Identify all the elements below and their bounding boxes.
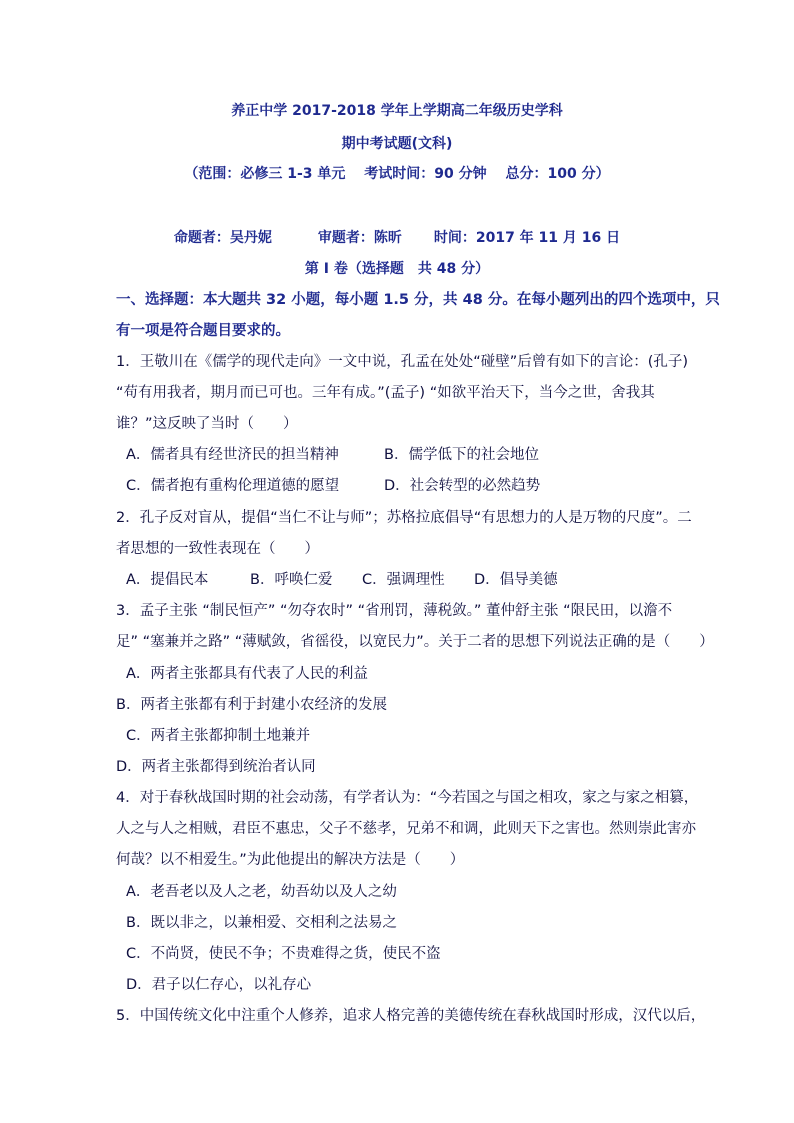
question-5-line1: 5．中国传统文化中注重个人修养，追求人格完善的美德传统在春秋战国时形成，汉代以后， — [116, 1008, 706, 1024]
question-4-option-c[interactable]: C．不尚贤，使民不争；不贵难得之货，使民不盗 — [126, 946, 441, 962]
question-3-option-c[interactable]: C．两者主张都抑制土地兼并 — [126, 728, 311, 744]
exam-meta — [0, 228, 794, 248]
question-1-option-a[interactable]: A．儒者具有经世济民的担当精神 — [126, 447, 339, 463]
question-4-option-a[interactable]: A．老吾老以及人之老，幼吾幼以及人之幼 — [126, 884, 397, 900]
setter-label: 命题者：吴丹妮 — [173, 230, 272, 246]
question-1-line1: 1．王敬川在《儒学的现代走向》一文中说，孔孟在处处“碰壁”后曾有如下的言论：(孔子) — [116, 354, 689, 370]
question-3-option-d[interactable]: D．两者主张都得到统治者认同 — [116, 759, 316, 775]
question-1-options-row2 — [126, 476, 540, 496]
question-4-line3: 何哉？以不相爱生。”为此他提出的解决方法是（ ） — [116, 852, 465, 868]
exam-title: 养正中学 2017-2018 学年上学期高二年级历史学科 — [231, 103, 563, 119]
question-2-option-c[interactable]: C．强调理性 — [362, 572, 445, 588]
section-heading-line1: 一、选择题：本大题共 32 小题，每小题 1.5 分，共 48 分。在每小题列出的四个选项中，只 — [116, 292, 720, 308]
question-2-line1: 2．孔子反对盲从，提倡“当仁不让与师”；苏格拉底倡导“有思想力的人是万物的尺度”。二 — [116, 510, 692, 526]
question-2-options-row — [126, 570, 558, 590]
volume-title: 第 I 卷（选择题 共 48 分） — [304, 261, 490, 277]
date-label: 时间：2017 年 11 月 16 日 — [433, 230, 621, 246]
section-heading-line2: 有一项是符合题目要求的。 — [116, 323, 290, 339]
question-1-option-d[interactable]: D．社会转型的必然趋势 — [384, 478, 541, 494]
reviewer-label: 审题者：陈昕 — [317, 230, 402, 246]
question-3-line1: 3．孟子主张 “制民恒产” “勿夺农时” “省刑罚，薄税敛。” 董仲舒主张 “限民田，以澹不 — [116, 603, 673, 619]
question-3-option-b[interactable]: B．两者主张都有利于封建小农经济的发展 — [116, 697, 387, 713]
question-4-option-b[interactable]: B．既以非之，以兼相爱、交相利之法易之 — [126, 915, 397, 931]
exam-subtitle: 期中考试题(文科) — [341, 136, 453, 152]
question-4-line1: 4．对于春秋战国时期的社会动荡，有学者认为：“今若国之与国之相攻，家之与家之相篡， — [116, 790, 699, 806]
question-1-options-row1 — [126, 445, 539, 465]
exam-scope: （范围：必修三 1-3 单元 考试时间：90 分钟 总分：100 分） — [184, 166, 610, 182]
question-4-option-d[interactable]: D．君子以仁存心，以礼存心 — [126, 977, 312, 993]
question-2-option-b[interactable]: B．呼唤仁爱 — [250, 572, 333, 588]
question-2-option-d[interactable]: D．倡导美德 — [474, 572, 558, 588]
question-2-option-a[interactable]: A．提倡民本 — [126, 572, 209, 588]
question-1-option-b[interactable]: B．儒学低下的社会地位 — [384, 447, 539, 463]
question-1-line3: 谁？”这反映了当时（ ） — [116, 416, 298, 432]
question-1-option-c[interactable]: C．儒者抱有重构伦理道德的愿望 — [126, 478, 340, 494]
question-2-line2: 者思想的一致性表现在（ ） — [116, 541, 319, 557]
question-3-line2: 足” “塞兼并之路” “薄赋敛，省徭役，以宽民力”。关于二者的思想下列说法正确的是（ ） — [116, 634, 714, 650]
question-1-line2: “苟有用我者，期月而已可也。三年有成。”(孟子) “如欲平治天下，当今之世，舍我其 — [116, 385, 655, 401]
question-4-line2: 人之与人之相贼，君臣不惠忠，父子不慈孝，兄弟不和调，此则天下之害也。然则崇此害亦 — [116, 821, 696, 837]
question-3-option-a[interactable]: A．两者主张都具有代表了人民的利益 — [126, 666, 368, 682]
